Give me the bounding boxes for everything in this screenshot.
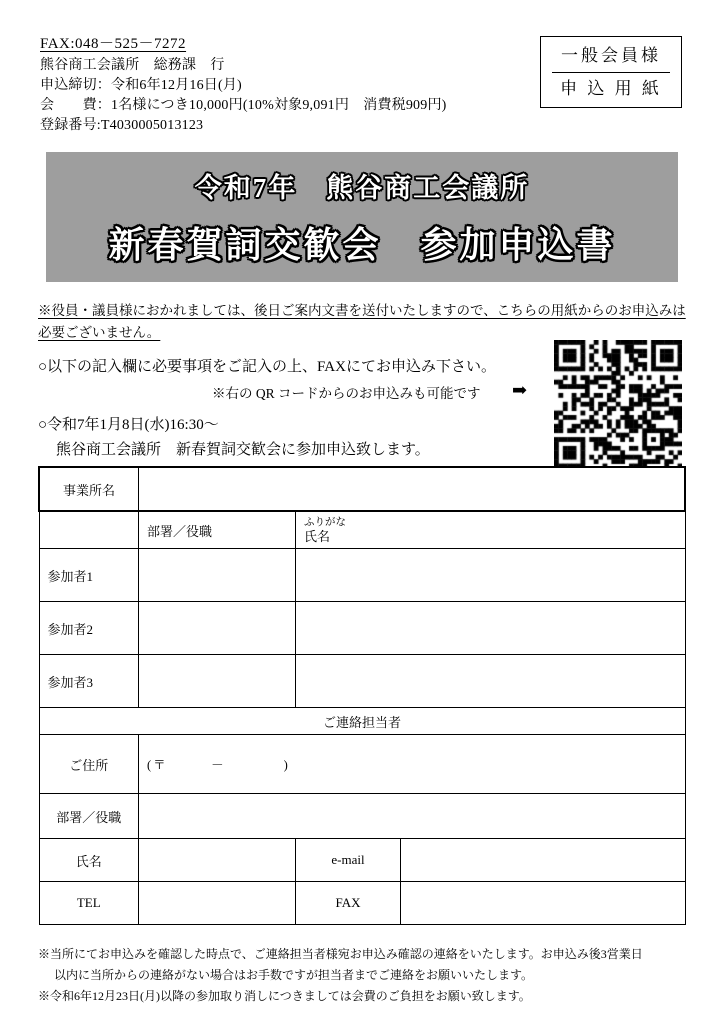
table-row-participant xyxy=(39,549,685,602)
header-registration-number: 登録番号:T4030005013123 xyxy=(40,118,204,133)
arrow-right-icon: ➡ xyxy=(512,380,526,400)
table-row-contact-header xyxy=(39,708,685,735)
contact-dept-label: 部署／役職 xyxy=(39,794,139,839)
contact-section-header: ご連絡担当者 xyxy=(39,708,685,735)
banner-title: 新春賀詞交歓会 参加申込書 xyxy=(108,225,616,265)
footer-line-1: ※当所にてお申込みを確認した時点で、ご連絡担当者様宛お申込み確認の連絡をいたします。お申込み後3営業日 xyxy=(38,947,643,961)
note-qr-instructions: ※右の QR コードからのお申込みも可能です xyxy=(212,386,481,401)
participant-1-name-input[interactable] xyxy=(296,549,686,602)
header-name-text: 氏名 xyxy=(304,528,331,544)
participant-3-dept-input[interactable] xyxy=(139,655,296,708)
header-recipient: 熊谷商工会議所 総務課 行 xyxy=(40,58,225,73)
application-table xyxy=(38,466,686,925)
participant-1-dept-input[interactable] xyxy=(139,549,296,602)
fax-input[interactable] xyxy=(401,882,686,925)
footer-line-2: 以内に当所からの連絡がない場合はお手数ですが担当者までご連絡をお願いいたします。 xyxy=(54,968,534,982)
member-type-line1: 一般会員様 xyxy=(561,45,661,65)
table-row-contact-dept xyxy=(39,794,685,839)
table-row-participant xyxy=(39,602,685,655)
table-row-header xyxy=(39,511,685,549)
header-furigana-label: ふりがな xyxy=(304,516,346,528)
member-box-divider xyxy=(552,72,670,73)
header-fax-number: FAX:048－525－7272 xyxy=(40,36,187,52)
note-event-datetime: ○令和7年1月8日(水)16:30～ xyxy=(38,417,219,433)
contact-dept-input[interactable] xyxy=(139,794,686,839)
member-type-line2: 申 込 用 紙 xyxy=(560,78,662,98)
header-block xyxy=(40,32,560,136)
note-officers: ※役員・議員様におかれましては、後日ご案内文書を送付いたしますので、こちらの用紙からのお申込みは必要ございません。 xyxy=(38,303,686,340)
table-row-tel-fax xyxy=(39,882,685,925)
title-banner xyxy=(46,152,678,282)
fax-label: FAX xyxy=(296,882,401,925)
footer-notes xyxy=(38,944,692,1007)
office-name-input[interactable] xyxy=(139,467,686,511)
address-input[interactable] xyxy=(139,735,686,794)
participant-2-label: 参加者2 xyxy=(39,602,139,655)
member-type-box xyxy=(540,36,682,108)
participant-2-dept-input[interactable] xyxy=(139,602,296,655)
banner-subtitle: 令和7年 熊谷商工会議所 xyxy=(194,173,530,203)
header-fee: 会 費：1名様につき10,000円(10%対象9,091円 消費税909円) xyxy=(40,98,447,113)
header-deadline: 申込締切：令和6年12月16日(月) xyxy=(40,78,242,93)
header-dept-label: 部署／役職 xyxy=(139,511,296,549)
tel-input[interactable] xyxy=(139,882,296,925)
contact-name-input[interactable] xyxy=(139,839,296,882)
table-row-office xyxy=(39,467,685,511)
participant-1-label: 参加者1 xyxy=(39,549,139,602)
tel-label: TEL xyxy=(39,882,139,925)
contact-name-label: 氏名 xyxy=(39,839,139,882)
header-name-label xyxy=(296,511,686,549)
email-label: e-mail xyxy=(296,839,401,882)
participant-3-name-input[interactable] xyxy=(296,655,686,708)
note-instructions: ○以下の記入欄に必要事項をご記入の上、FAXにてお申込み下さい。 xyxy=(38,359,496,375)
table-row-address xyxy=(39,735,685,794)
footer-line-3: ※令和6年12月23日(月)以降の参加取り消しにつきましては会費のご負担をお願い致します。 xyxy=(38,989,531,1003)
header-blank-cell xyxy=(39,511,139,549)
address-label: ご住所 xyxy=(39,735,139,794)
email-input[interactable] xyxy=(401,839,686,882)
postal-code-placeholder: (〒 － ) xyxy=(147,758,290,772)
table-row-participant xyxy=(39,655,685,708)
office-name-label: 事業所名 xyxy=(39,467,139,511)
table-row-contact-name xyxy=(39,839,685,882)
participant-3-label: 参加者3 xyxy=(39,655,139,708)
qr-code-icon[interactable] xyxy=(554,340,682,468)
note-event-statement: 熊谷商工会議所 新春賀詞交歓会に参加申込致します。 xyxy=(56,442,430,458)
participant-2-name-input[interactable] xyxy=(296,602,686,655)
